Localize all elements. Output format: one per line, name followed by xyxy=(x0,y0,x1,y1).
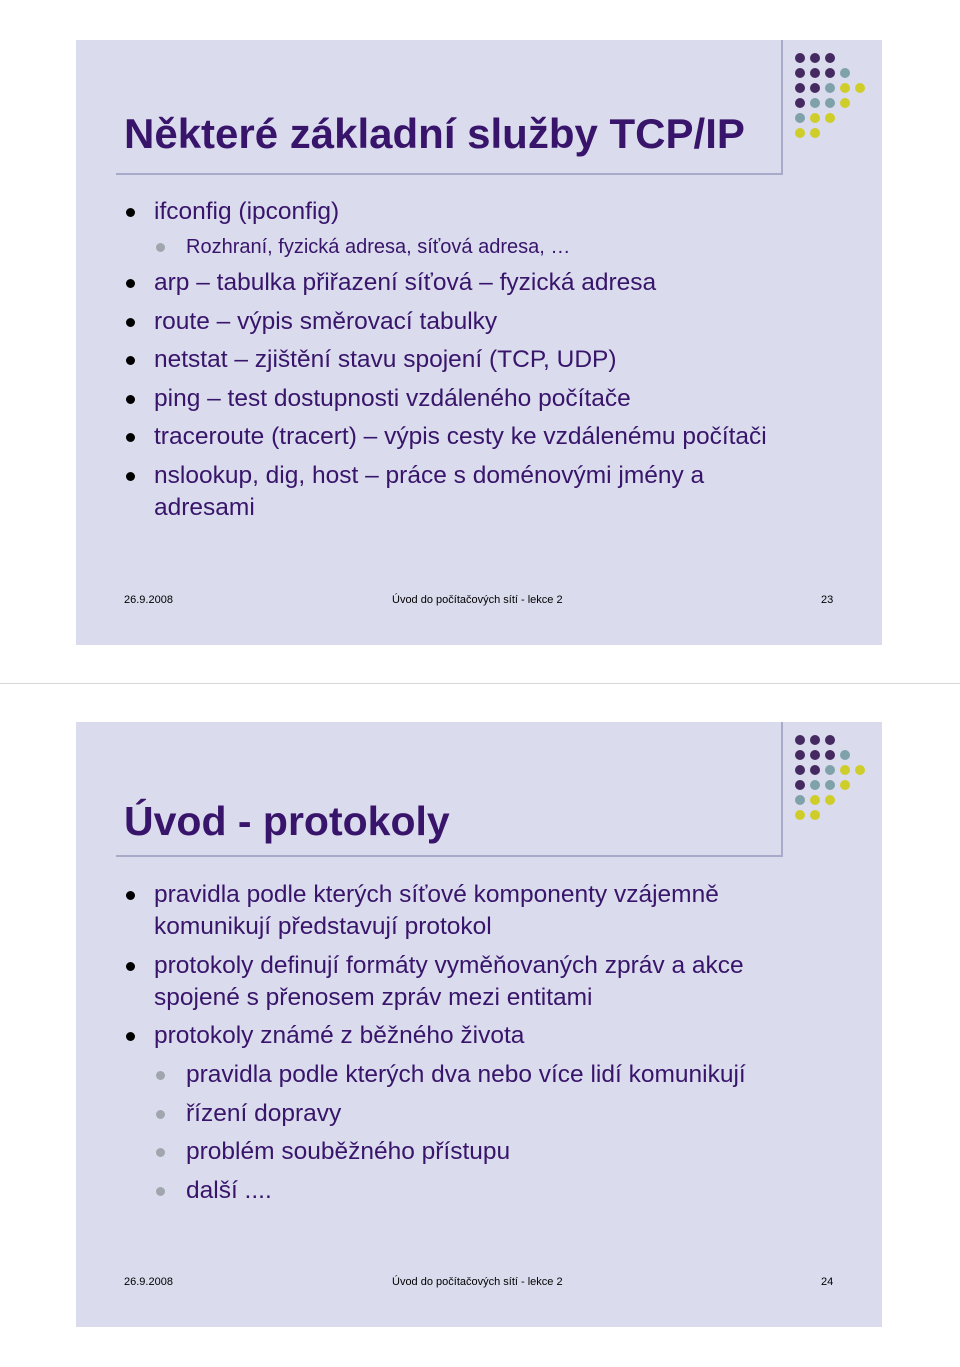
sub-bullet-item: pravidla podle kterých dva nebo více lidí komunikují xyxy=(186,1059,836,1091)
decorative-dot xyxy=(810,68,820,78)
bullet-item: ifconfig (ipconfig) xyxy=(154,196,844,228)
decorative-dot xyxy=(810,98,820,108)
decorative-dot xyxy=(810,113,820,123)
decorative-dot xyxy=(825,765,835,775)
slide-title: Některé základní služby TCP/IP xyxy=(124,110,745,157)
page-separator xyxy=(0,683,960,684)
decorative-dot xyxy=(795,750,805,760)
bullet-item: protokoly známé z běžného života xyxy=(154,1020,844,1052)
decorative-dot xyxy=(810,128,820,138)
slide-title: Úvod - protokoly xyxy=(124,798,450,844)
title-divider-vertical xyxy=(781,722,783,855)
decorative-dot xyxy=(810,53,820,63)
decorative-dot xyxy=(810,795,820,805)
footer-date: 26.9.2008 xyxy=(124,1276,173,1288)
decorative-dot xyxy=(795,765,805,775)
decorative-dot xyxy=(855,83,865,93)
decorative-dot xyxy=(825,98,835,108)
decorative-dot xyxy=(795,53,805,63)
bullet-item: protokoly definují formáty vyměňovaných zpráv a akce spojené s přenosem zpráv mezi entitami xyxy=(154,950,814,1014)
bullet-item: ping – test dostupnosti vzdáleného počítače xyxy=(154,383,844,415)
title-divider-horizontal xyxy=(116,855,783,857)
decorative-dot xyxy=(825,795,835,805)
decorative-dot xyxy=(825,68,835,78)
decorative-dot xyxy=(825,750,835,760)
decorative-dot xyxy=(795,83,805,93)
bullet-item: arp – tabulka přiřazení síťová – fyzická adresa xyxy=(154,267,844,299)
decorative-dot xyxy=(810,765,820,775)
title-divider-vertical xyxy=(781,40,783,173)
bullet-item: route – výpis směrovací tabulky xyxy=(154,306,844,338)
slide-23 xyxy=(76,40,882,645)
decorative-dot xyxy=(840,68,850,78)
bullet-item: pravidla podle kterých síťové komponenty vzájemně komunikují představují protokol xyxy=(154,879,794,943)
decorative-dot xyxy=(855,765,865,775)
decorative-dot xyxy=(810,83,820,93)
decorative-dot xyxy=(810,750,820,760)
decorative-dot xyxy=(795,128,805,138)
decorative-dot xyxy=(795,113,805,123)
bullet-item: nslookup, dig, host – práce s doménovými jmény a adresami xyxy=(154,460,779,524)
decorative-dot xyxy=(795,68,805,78)
decorative-dot xyxy=(825,53,835,63)
bullet-item: netstat – zjištění stavu spojení (TCP, UDP) xyxy=(154,344,844,376)
decorative-dot xyxy=(825,780,835,790)
sub-bullet-item: problém souběžného přístupu xyxy=(186,1136,836,1168)
decorative-dot xyxy=(825,735,835,745)
decorative-dot xyxy=(795,98,805,108)
decorative-dot xyxy=(810,735,820,745)
decorative-dot xyxy=(810,780,820,790)
decorative-dot xyxy=(825,113,835,123)
decorative-dot xyxy=(840,98,850,108)
sub-bullet-item: další .... xyxy=(186,1175,836,1207)
title-divider-horizontal xyxy=(116,173,783,175)
sub-bullet-item: řízení dopravy xyxy=(186,1098,836,1130)
decorative-dot xyxy=(795,780,805,790)
decorative-dot xyxy=(840,780,850,790)
decorative-dot xyxy=(795,735,805,745)
decorative-dot xyxy=(825,83,835,93)
decorative-dot xyxy=(810,810,820,820)
decorative-dot xyxy=(840,83,850,93)
slide-24 xyxy=(76,722,882,1327)
decorative-dot xyxy=(840,750,850,760)
footer-title: Úvod do počítačových sítí - lekce 2 xyxy=(392,1276,563,1288)
decorative-dot xyxy=(840,765,850,775)
slide-number: 23 xyxy=(821,594,834,606)
decorative-dot-grid xyxy=(795,735,867,839)
decorative-dot xyxy=(795,795,805,805)
decorative-dot xyxy=(795,810,805,820)
bullet-item: traceroute (tracert) – výpis cesty ke vzdálenému počítači xyxy=(154,421,844,453)
footer-title: Úvod do počítačových sítí - lekce 2 xyxy=(392,594,563,606)
sub-bullet-item: Rozhraní, fyzická adresa, síťová adresa, … xyxy=(186,234,836,260)
slide-number: 24 xyxy=(821,1276,834,1288)
decorative-dot-grid xyxy=(795,53,867,157)
footer-date: 26.9.2008 xyxy=(124,594,173,606)
